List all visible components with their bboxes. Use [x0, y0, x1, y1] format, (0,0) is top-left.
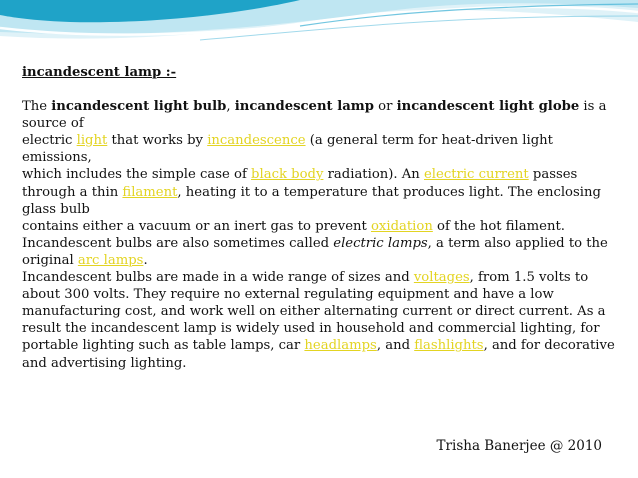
text-run: The — [22, 99, 52, 115]
text-link[interactable]: filament — [122, 184, 178, 200]
slide-heading: incandescent lamp :- — [22, 65, 177, 80]
paragraph — [22, 269, 622, 372]
text-run: , and for decorative and advertising lighting. — [22, 338, 615, 371]
text-run: radiation). An — [323, 167, 424, 183]
text-run: that works by — [107, 133, 208, 149]
text-run: (a general term for heat-driven light emissions, — [22, 133, 553, 166]
bold-term: incandescent lamp — [234, 99, 374, 115]
author-credit: Trisha Banerjee @ 2010 — [436, 438, 602, 454]
text-run: is a source of — [22, 99, 607, 132]
text-run: , a term also applied to the original — [22, 235, 608, 268]
text-link[interactable]: electric current — [424, 167, 529, 183]
bold-term: incandescent light bulb — [51, 99, 227, 115]
italic-term: electric lamps — [333, 235, 428, 251]
text-link[interactable]: light — [76, 133, 108, 149]
text-run: which includes the simple case of — [22, 167, 252, 183]
text-run: passes through a thin — [22, 167, 578, 200]
text-run: , and — [376, 338, 415, 354]
text-link[interactable]: headlamps — [304, 338, 377, 354]
text-run: Incandescent bulbs are made in a wide range of sizes and — [22, 270, 414, 286]
text-run: , from 1.5 volts to about 300 volts. They require no external regulating equipment and have a low manufacturing cost, and work well on either alternating current or direct current. As a result the incandescent lamp is widely used in household and commercial lighting, for portable lighting such as table lamps, car — [22, 270, 606, 354]
body-text — [22, 98, 622, 372]
text-run: . — [143, 252, 148, 268]
slide-body — [22, 64, 622, 372]
text-run: , heating it to a temperature that produces light. The enclosing glass bulb — [22, 184, 601, 217]
bold-term: incandescent light globe — [396, 99, 580, 115]
text-link[interactable]: arc lamps — [77, 252, 144, 268]
text-link[interactable]: incandescence — [207, 133, 306, 149]
text-link[interactable]: oxidation — [370, 218, 433, 234]
text-run: or — [373, 99, 397, 115]
text-run: electric — [22, 133, 77, 149]
text-link[interactable]: flashlights — [414, 338, 484, 354]
text-run: contains either a vacuum or an inert gas to prevent — [22, 218, 371, 234]
text-link[interactable]: black body — [251, 167, 324, 183]
paragraph — [22, 98, 622, 269]
text-run: of the hot filament. Incandescent bulbs are also sometimes called — [22, 218, 565, 251]
text-link[interactable]: voltages — [413, 270, 470, 286]
text-run: , — [226, 99, 235, 115]
